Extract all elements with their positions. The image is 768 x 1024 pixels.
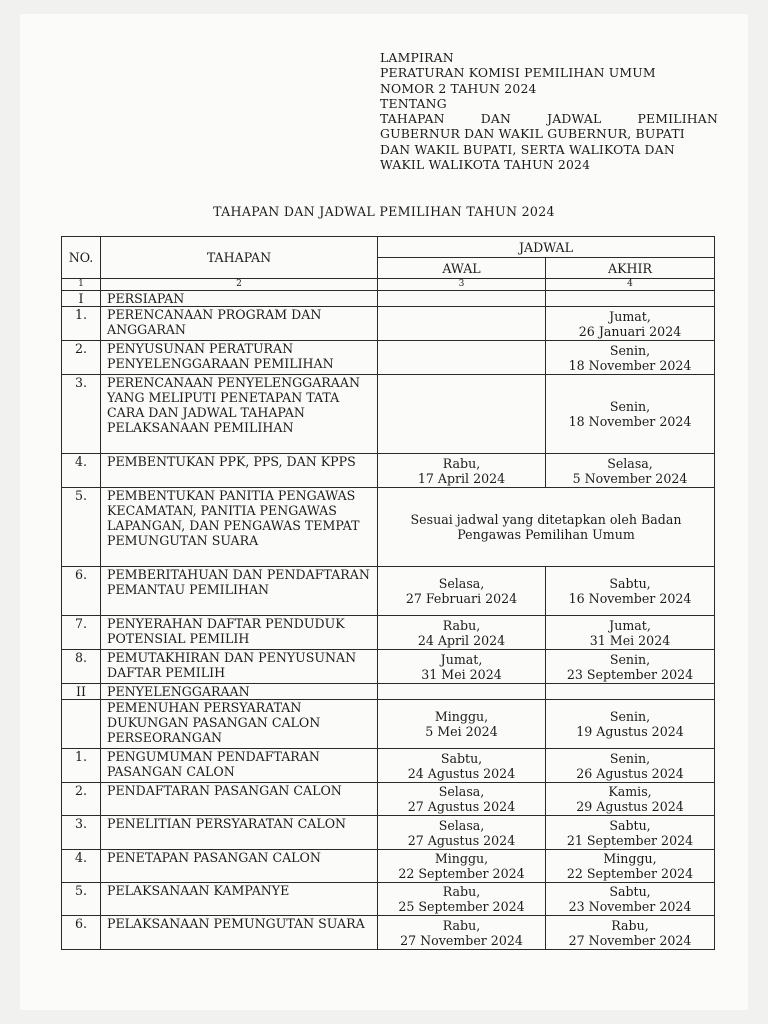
row-number: 4. (62, 850, 101, 883)
row-tahapan: PENDAFTARAN PASANGAN CALON (101, 783, 378, 816)
row-number: 7. (62, 616, 101, 650)
row-number: 6. (62, 916, 101, 950)
row-jadwal-note: Sesuai jadwal yang ditetapkan oleh Badan Pengawas Pemilihan Umum (378, 488, 715, 567)
row-akhir: Minggu, 22 September 2024 (546, 850, 715, 883)
table-row (62, 454, 715, 488)
table-row (62, 488, 715, 567)
row-number: 6. (62, 567, 101, 616)
table-row (62, 307, 715, 341)
row-akhir: Senin, 23 September 2024 (546, 650, 715, 684)
row-awal: Selasa, 27 Agustus 2024 (378, 816, 546, 850)
row-tahapan: PELAKSANAAN PEMUNGUTAN SUARA (101, 916, 378, 950)
row-tahapan: PEMUTAKHIRAN DAN PENYUSUNAN DAFTAR PEMILIH (101, 650, 378, 684)
row-number (62, 700, 101, 749)
row-number: 1. (62, 749, 101, 783)
row-awal: Minggu, 5 Mei 2024 (378, 700, 546, 749)
row-tahapan: PEMENUHAN PERSYARATAN DUKUNGAN PASANGAN CALON PERSEORANGAN (101, 700, 378, 749)
column-number: 4 (546, 279, 715, 291)
row-akhir: Jumat, 26 Januari 2024 (546, 307, 715, 341)
row-tahapan: PENETAPAN PASANGAN CALON (101, 850, 378, 883)
row-number: 2. (62, 341, 101, 375)
row-tahapan: PENGUMUMAN PENDAFTARAN PASANGAN CALON (101, 749, 378, 783)
row-tahapan: PENYERAHAN DAFTAR PENDUDUK POTENSIAL PEMILIH (101, 616, 378, 650)
table-row (62, 375, 715, 454)
header-line: LAMPIRAN (380, 50, 454, 65)
row-tahapan: PERSIAPAN (101, 291, 378, 307)
row-akhir: Senin, 18 November 2024 (546, 341, 715, 375)
row-akhir: Sabtu, 23 November 2024 (546, 883, 715, 916)
row-awal: Selasa, 27 Februari 2024 (378, 567, 546, 616)
row-number: 2. (62, 783, 101, 816)
row-awal (378, 341, 546, 375)
table-row (62, 616, 715, 650)
row-number: 8. (62, 650, 101, 684)
table-row (62, 684, 715, 700)
row-akhir: Sabtu, 16 November 2024 (546, 567, 715, 616)
row-akhir: Jumat, 31 Mei 2024 (546, 616, 715, 650)
table-row (62, 700, 715, 749)
row-awal: Rabu, 27 November 2024 (378, 916, 546, 950)
header-no: NO. (62, 237, 101, 279)
row-tahapan: PEMBENTUKAN PANITIA PENGAWAS KECAMATAN, PANITIA PENGAWAS LAPANGAN, DAN PENGAWAS TEMPAT PEMUNGUTAN SUARA (101, 488, 378, 567)
row-awal (378, 684, 546, 700)
lampiran-header (380, 50, 718, 172)
table-row (62, 291, 715, 307)
header-line: DAN WAKIL BUPATI, SERTA WALIKOTA DAN (380, 141, 675, 157)
row-akhir: Senin, 26 Agustus 2024 (546, 749, 715, 783)
row-akhir: Senin, 18 November 2024 (546, 375, 715, 454)
row-awal: Rabu, 25 September 2024 (378, 883, 546, 916)
row-number: I (62, 291, 101, 307)
row-tahapan: PEMBERITAHUAN DAN PENDAFTARAN PEMANTAU PEMILIHAN (101, 567, 378, 616)
row-tahapan: PERENCANAAN PENYELENGGARAAN YANG MELIPUTI PENETAPAN TATA CARA DAN JADWAL TAHAPAN PELAKSANAAN PEMILIHAN (101, 375, 378, 454)
row-akhir (546, 291, 715, 307)
table-row (62, 816, 715, 850)
row-tahapan: PENELITIAN PERSYARATAN CALON (101, 816, 378, 850)
row-tahapan: PENYUSUNAN PERATURAN PENYELENGGARAAN PEMILIHAN (101, 341, 378, 375)
header-line: WAKIL WALIKOTA TAHUN 2024 (380, 157, 591, 173)
table-row (62, 916, 715, 950)
row-akhir: Senin, 19 Agustus 2024 (546, 700, 715, 749)
column-number: 2 (101, 279, 378, 291)
row-number: 5. (62, 883, 101, 916)
row-awal (378, 291, 546, 307)
table-row (62, 567, 715, 616)
row-akhir: Sabtu, 21 September 2024 (546, 816, 715, 850)
header-line: GUBERNUR DAN WAKIL GUBERNUR, BUPATI (380, 126, 685, 142)
row-tahapan: PELAKSANAAN KAMPANYE (101, 883, 378, 916)
row-akhir: Rabu, 27 November 2024 (546, 916, 715, 950)
header-line: TAHAPAN DAN JADWAL PEMILIHAN (380, 111, 718, 127)
document-title: TAHAPAN DAN JADWAL PEMILIHAN TAHUN 2024 (213, 204, 555, 219)
row-number: 1. (62, 307, 101, 341)
header-akhir: AKHIR (546, 258, 715, 279)
row-awal: Selasa, 27 Agustus 2024 (378, 783, 546, 816)
column-number: 3 (378, 279, 546, 291)
row-tahapan: PERENCANAAN PROGRAM DAN ANGGARAN (101, 307, 378, 341)
header-line: NOMOR 2 TAHUN 2024 (380, 80, 537, 96)
row-number: 3. (62, 375, 101, 454)
header-jadwal: JADWAL (378, 237, 715, 258)
row-awal (378, 307, 546, 341)
row-awal: Rabu, 17 April 2024 (378, 454, 546, 488)
row-tahapan: PENYELENGGARAAN (101, 684, 378, 700)
schedule-table (61, 236, 715, 950)
table-row (62, 850, 715, 883)
table-row (62, 883, 715, 916)
table-row (62, 749, 715, 783)
row-awal: Sabtu, 24 Agustus 2024 (378, 749, 546, 783)
row-awal: Minggu, 22 September 2024 (378, 850, 546, 883)
row-number: 5. (62, 488, 101, 567)
row-awal (378, 375, 546, 454)
row-akhir (546, 684, 715, 700)
row-akhir: Kamis, 29 Agustus 2024 (546, 783, 715, 816)
header-tahapan: TAHAPAN (101, 237, 378, 279)
row-number: 3. (62, 816, 101, 850)
row-number: 4. (62, 454, 101, 488)
table-row (62, 341, 715, 375)
row-tahapan: PEMBENTUKAN PPK, PPS, DAN KPPS (101, 454, 378, 488)
row-awal: Jumat, 31 Mei 2024 (378, 650, 546, 684)
table-row (62, 783, 715, 816)
header-line: TENTANG (380, 95, 447, 111)
header-awal: AWAL (378, 258, 546, 279)
table-row (62, 650, 715, 684)
row-number: II (62, 684, 101, 700)
header-line: PERATURAN KOMISI PEMILIHAN UMUM (380, 65, 656, 81)
row-awal: Rabu, 24 April 2024 (378, 616, 546, 650)
column-number: 1 (62, 279, 101, 291)
row-akhir: Selasa, 5 November 2024 (546, 454, 715, 488)
